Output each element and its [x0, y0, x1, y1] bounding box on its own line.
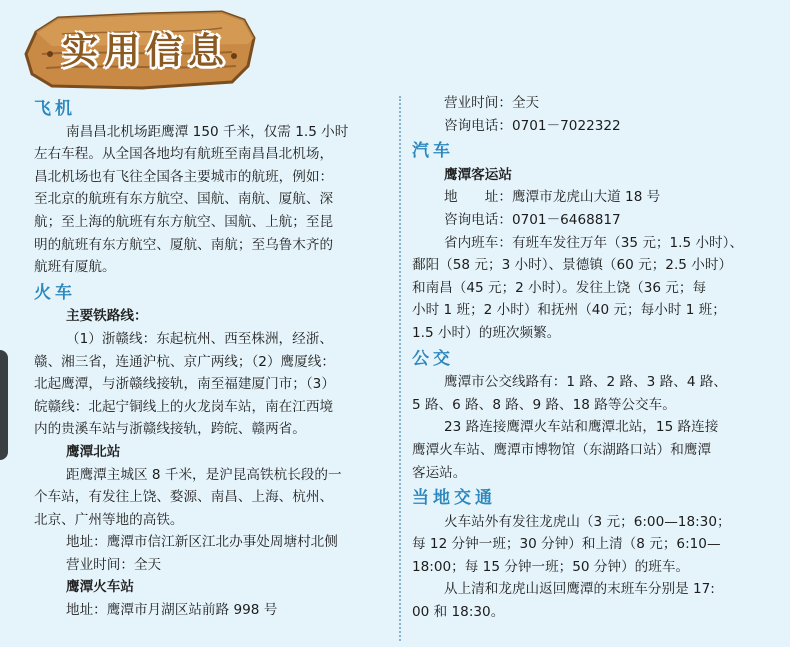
text-line: 南昌昌北机场距鹰潭 150 千米，仅需 1.5 小时	[66, 123, 349, 140]
address-line: 地址：鹰潭市月湖区站前路 998 号	[66, 602, 278, 619]
text-line: 至北京的航班有东方航空、国航、南航、厦航、深	[34, 191, 334, 208]
text-line: 从上清和龙虎山返回鹰潭的末班车分别是 17:	[444, 581, 715, 598]
column-divider	[399, 96, 401, 641]
text-line: 鄱阳（58 元；3 小时）、景德镇（60 元；2.5 小时）	[412, 257, 733, 274]
right-column	[412, 92, 774, 624]
hours-line: 营业时间：全天	[444, 95, 540, 111]
text-line: 火车站外有发往龙虎山（3 元；6:00—18:30；	[444, 513, 731, 530]
subheading-north-station: 鹰潭北站	[66, 443, 121, 460]
page-edge-decoration	[0, 350, 8, 460]
section-heading-train: 火车	[34, 282, 76, 303]
phone-line: 咨询电话：0701－6468817	[444, 211, 621, 228]
phone-line: 咨询电话：0701－7022322	[444, 117, 621, 134]
section-heading-public-transit: 公交	[412, 348, 454, 369]
text-line: 5 路、6 路、8 路、9 路、18 路等公交车。	[412, 396, 676, 413]
text-line: 航；至上海的航班有东方航空、国航、上航；至昆	[34, 213, 334, 230]
text-line: 每 12 分钟一班；30 分钟）和上清（8 元；6:10—	[412, 536, 721, 553]
text-line: 北起鹰潭，与浙赣线接轨，南至福建厦门市；（3）	[34, 376, 335, 393]
text-line: 和南昌（45 元；2 小时）。发往上饶（36 元；每	[412, 279, 707, 296]
text-line: 23 路连接鹰潭火车站和鹰潭北站，15 路连接	[444, 419, 719, 436]
text-line: 鹰潭市公交线路有：1 路、2 路、3 路、4 路、	[444, 374, 727, 391]
section-heading-plane: 飞机	[34, 99, 76, 119]
subheading-bus-station: 鹰潭客运站	[444, 166, 512, 183]
section-heading-bus: 汽车	[412, 141, 454, 162]
page-title: 实用信息	[62, 31, 231, 72]
text-line: 赣、湘三省，连通沪杭、京广两线；（2）鹰厦线：	[34, 353, 335, 370]
text-line: 鹰潭火车站、鹰潭市博物馆（东湖路口站）和鹰潭	[412, 441, 712, 458]
header-banner	[22, 4, 258, 96]
address-line: 地址：鹰潭市信江新区江北办事处周塘村北侧	[66, 534, 338, 551]
text-line: 内的贵溪车站与浙赣线接轨，跨皖、赣两省。	[34, 421, 306, 438]
text-line: 00 和 18:30。	[412, 604, 505, 621]
text-line: 北京、广州等地的高铁。	[34, 511, 184, 528]
subheading-train-station: 鹰潭火车站	[66, 579, 134, 596]
subheading-main-lines: 主要铁路线：	[66, 308, 148, 325]
text-line: 昌北机场也有飞往全国各主要城市的航班，例如：	[34, 168, 334, 185]
text-line: 个车站，有发往上饶、婺源、南昌、上海、杭州、	[34, 489, 334, 506]
text-line: 左右车程。从全国各地均有航班至南昌昌北机场，	[34, 146, 334, 163]
left-column	[34, 98, 390, 622]
text-line: 省内班车：有班车发往万年（35 元；1.5 小时）、	[444, 234, 744, 251]
text-line: 航班有厦航。	[34, 259, 116, 276]
hours-line: 营业时间：全天	[66, 556, 162, 573]
text-line: 1.5 小时）的班次频繁。	[412, 324, 561, 341]
text-line: 18:00；每 15 分钟一班；50 分钟）的班车。	[412, 558, 690, 575]
text-line: （1）浙赣线：东起杭州、西至株洲，经浙、	[66, 330, 333, 347]
section-heading-local-transport: 当地交通	[412, 488, 496, 509]
text-line: 小时 1 班；2 小时）和抚州（40 元；每小时 1 班；	[412, 302, 726, 319]
text-line: 距鹰潭主城区 8 千米，是沪昆高铁杭长段的一	[66, 466, 342, 483]
address-line: 地 址：鹰潭市龙虎山大道 18 号	[444, 189, 661, 206]
text-line: 皖赣线：北起宁铜线上的火龙岗车站，南在江西境	[34, 398, 334, 415]
text-line: 客运站。	[412, 464, 467, 481]
text-line: 明的航班有东方航空、厦航、南航；至乌鲁木齐的	[34, 236, 334, 253]
